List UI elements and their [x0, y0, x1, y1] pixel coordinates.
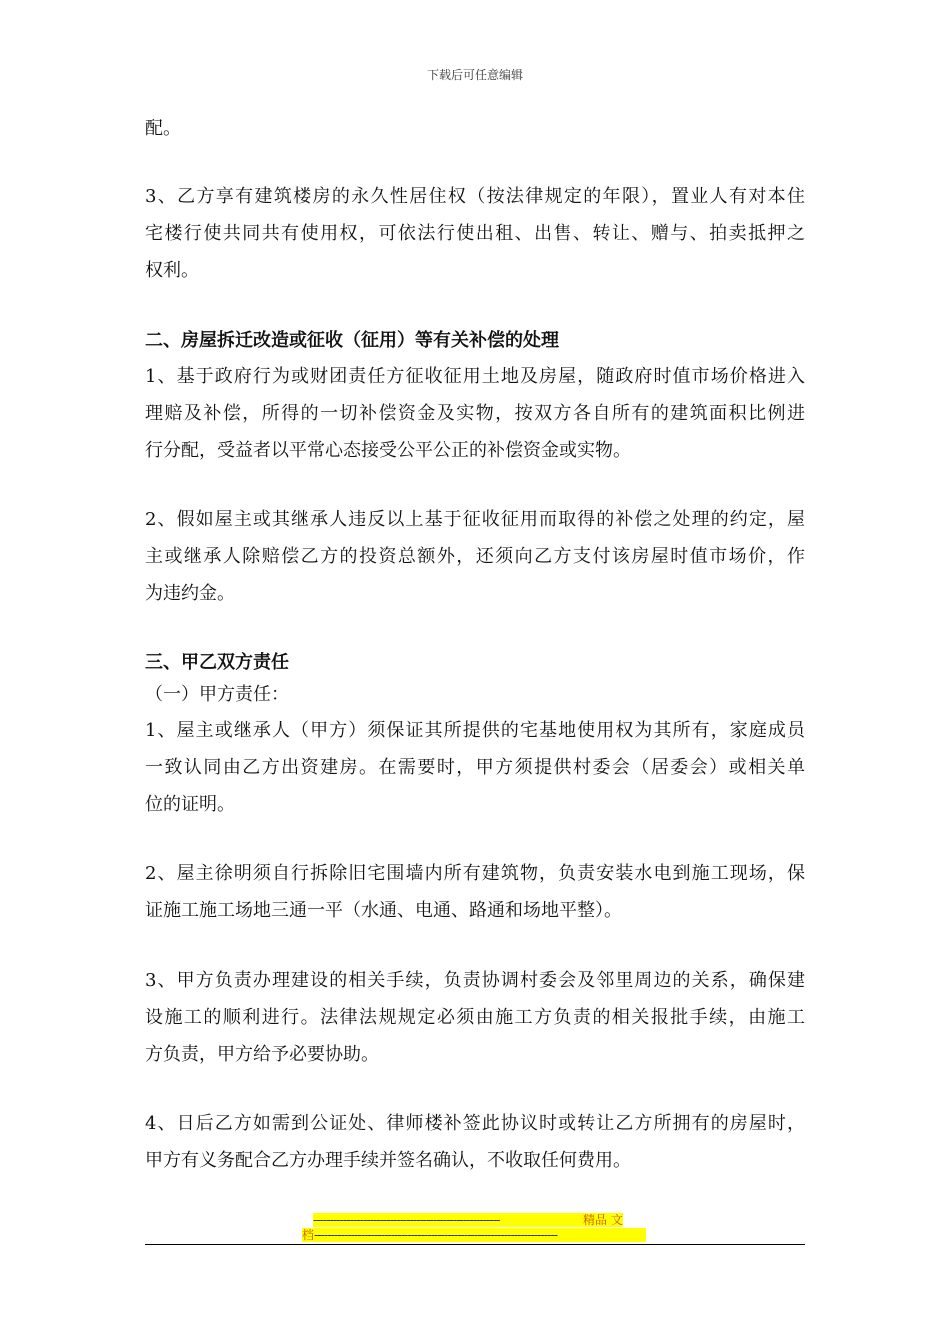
paragraph-line: 位的证明。 [145, 794, 235, 815]
paragraph-line: 行分配，受益者以平常心态接受公平公正的补偿资金或实物。 [145, 440, 631, 461]
paragraph-line: 2、屋主徐明须自行拆除旧宅围墙内所有建筑物，负责安装水电到施工现场，保 [145, 863, 805, 884]
paragraph-line: 2、假如屋主或其继承人违反以上基于征收征用而取得的补偿之处理的约定，屋 [145, 509, 805, 530]
paragraph-line: 方负责，甲方给予必要协助。 [145, 1044, 379, 1065]
paragraph-line: 3、乙方享有建筑楼房的永久性居住权（按法律规定的年限），置业人有对本住 [145, 186, 805, 207]
paragraph-line: 4、日后乙方如需到公证处、律师楼补签此协议时或转让乙方所拥有的房屋时， [145, 1113, 805, 1134]
paragraph-line: 一致认同由乙方出资建房。在需要时，甲方须提供村委会（居委会）或相关单 [145, 757, 805, 778]
paragraph-line: 3、甲方负责办理建设的相关手续，负责协调村委会及邻里周边的关系，确保建 [145, 970, 805, 991]
footer-dashes: -------------------------------------------------------- [313, 1213, 500, 1227]
footer-rule [145, 1244, 805, 1245]
paragraph-line: 为违约金。 [145, 583, 235, 604]
paragraph-line: 理赔及补偿，所得的一切补偿资金及实物，按双方各自所有的建筑面积比例进 [145, 403, 805, 424]
paragraph-line: （一）甲方责任： [145, 684, 289, 705]
footer-label: 档 [302, 1228, 315, 1242]
section-heading: 二、房屋拆迁改造或征收（征用）等有关补偿的处理 [145, 330, 559, 351]
paragraph-line: 设施工的顺利进行。法律法规规定必须由施工方负责的相关报批手续，由施工 [145, 1007, 805, 1028]
footer-dashes: ------------------------------------------------------------------------- [314, 1228, 558, 1242]
page-header: 下载后可任意编辑 [426, 68, 523, 82]
paragraph-line: 证施工施工场地三通一平（水通、电通、路通和场地平整）。 [145, 900, 622, 921]
footer-watermark-line-1 [313, 1213, 623, 1227]
paragraph-line: 配。 [145, 118, 181, 139]
paragraph-line: 宅楼行使共同共有使用权，可依法行使出租、出售、转让、赠与、拍卖抵押之 [145, 223, 805, 244]
paragraph-line: 1、屋主或继承人（甲方）须保证其所提供的宅基地使用权为其所有，家庭成员 [145, 720, 805, 741]
footer-label: 精品 文 [583, 1213, 623, 1227]
footer-watermark-line-2 [302, 1228, 646, 1242]
paragraph-line: 甲方有义务配合乙方办理手续并签名确认，不收取任何费用。 [145, 1150, 631, 1171]
section-heading: 三、甲乙双方责任 [145, 652, 289, 673]
paragraph-line: 主或继承人除赔偿乙方的投资总额外，还须向乙方支付该房屋时值市场价，作 [145, 546, 805, 567]
paragraph-line: 权利。 [145, 260, 199, 281]
paragraph-line: 1、基于政府行为或财团责任方征收征用土地及房屋，随政府时值市场价格进入 [145, 366, 805, 387]
